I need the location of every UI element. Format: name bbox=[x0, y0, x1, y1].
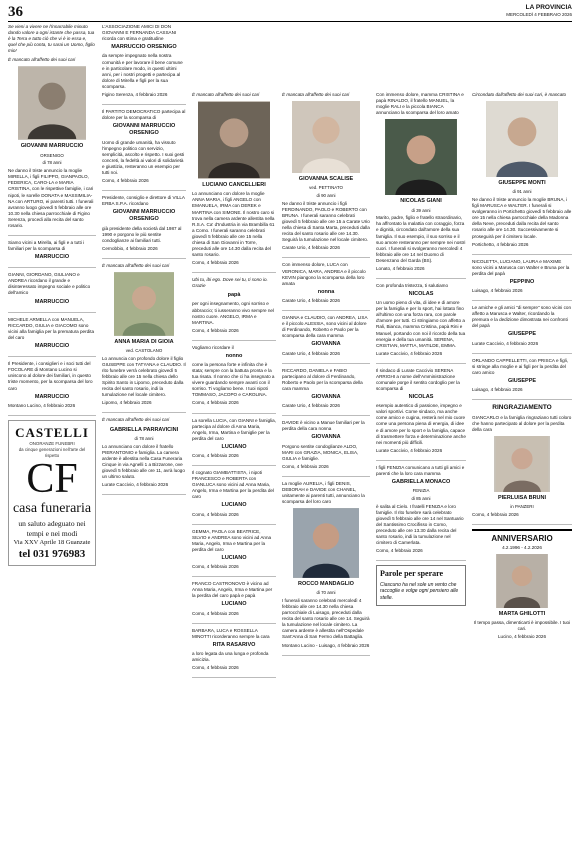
notice-text: Con immenso dolore, LUCA con VERONICA, MARA, ANDREA e il piccolo KEVIN piangono la scomparsa della loro amata bbox=[282, 262, 366, 286]
notice-pd bbox=[102, 109, 186, 191]
notice-text: a loro legata da una lunga e profonda amicizia. bbox=[192, 651, 269, 663]
notice-amici bbox=[472, 305, 572, 354]
notice-date: Portichetto, 4 febbraio 2026 bbox=[472, 241, 529, 247]
deceased-name: PIERLUISA BRUNI bbox=[497, 494, 547, 501]
notice-date: Como, 4 febbraio 2026 bbox=[192, 400, 239, 406]
notice-date: Figino Serenza, 4 febbraio 2026 bbox=[102, 91, 168, 97]
notice-text: Il cognato GIAMBATTISTA, i nipoti FRANCESCO e ROBERTA con GIANLUCA sono vicini ad Anna Maria, Angelo, Irma e Martina per la perdita del caro bbox=[192, 470, 274, 500]
notice-cognato bbox=[192, 470, 276, 525]
notice-date: Carate Urio, 4 febbraio 2026 bbox=[282, 350, 340, 356]
notice-text: La sorella LUCIA, con GIANNI e famiglia, partecipa al dolore di Anna Maria, Angelo, Irma, Martina e famiglie per la perdita del caro bbox=[192, 417, 276, 441]
notice-text: già presidente della società dal 1987 al 1990 e porgono le più sentite condoglianze ai familiari tutti. bbox=[102, 225, 182, 243]
notice-assoc bbox=[102, 24, 186, 105]
notice-name: papà bbox=[227, 292, 241, 299]
notice-date: Carate Urio, 4 febbraio 2026 bbox=[282, 297, 340, 303]
notice-riccardo bbox=[282, 368, 370, 417]
notice-davide bbox=[282, 420, 370, 477]
notice-body: Marito, padre, figlio e fratello straordinario, ha affrontato la malattia con coraggio, forza e dignità, circondato dall'amore della sua famiglia. Il suo esempio, il suo sorriso e il suo amore resteranno per sempre nei nostri cuori. I funerali si svolgeranno mercoledì 4 febbraio alle ore 14 nel Duomo di Desenzano del Garda (BS). bbox=[376, 215, 466, 263]
notice-text: Con profonda tristezza, ti salutiamo bbox=[376, 282, 449, 288]
notice-villa-erba bbox=[102, 195, 186, 259]
portrait-placeholder-icon bbox=[292, 101, 360, 173]
portrait-placeholder-icon bbox=[18, 66, 86, 140]
portrait-placeholder-icon bbox=[198, 101, 270, 179]
notice-date: Carate Urio, 4 febbraio 2026 bbox=[282, 245, 340, 251]
condolence-name: MARRUCCIO bbox=[34, 343, 70, 349]
notice-gianna bbox=[282, 315, 370, 364]
deceased-age: di 78 anni bbox=[42, 160, 62, 166]
notice-name: PEPPINO bbox=[509, 278, 535, 285]
notice-date: Luisago, 4 febbraio 2026 bbox=[472, 387, 523, 393]
notice-text: Porgono sentite condoglianze ALDO, MARI con GRAZIA, MONICA, ELISA, GIULIA e famiglie. bbox=[282, 443, 359, 461]
castelli-tagline: da cinque generazioni nell'arte del rispetto bbox=[18, 446, 86, 458]
notice-date: Carate Urio, 4 febbraio 2026 bbox=[282, 403, 340, 409]
notice-mandaglio bbox=[282, 481, 370, 656]
notice-date: Como, 4 febbraio 2026 bbox=[192, 564, 239, 570]
notice-body: Lo annunciano con dolore il fratello PIERANTONIO e famiglia. La camera ardente è allestita nella Casa Funeraria Cinque in via Agnelli 1 a Bizzarone, ove giovedì 5 febbraio alle ore 11, avrà luogo un ultimo saluto. bbox=[102, 443, 185, 479]
notice-name: GIOVANNI MARRUCCIO ORSENIGO bbox=[112, 209, 176, 223]
deceased-surname: in PANZERI bbox=[510, 504, 534, 510]
notice-text: per ogni insegnamento, ogni sorriso e abbraccio; ti iusseranno vivo sempre nel nostro cuore. ANGELO, IRMA e MARTINA. bbox=[192, 301, 274, 325]
notice-date: Cernobbio, 4 febbraio 2026 bbox=[102, 245, 158, 251]
condolence-name: MARRUCCIO bbox=[34, 393, 70, 400]
notice-date: Lurate Caccivio, 4 febbraio 2026 bbox=[472, 340, 539, 346]
intro-line: I figli FENIZIA comunicano a tutti gli amici e parenti che la loro cara mamma bbox=[376, 464, 465, 476]
anniversary-title: ANNIVERSARIO bbox=[491, 534, 553, 544]
intro-quote: Se vieni a vivere ne l'innarrabile minuto dando valore a ogni istante che passa, tua è la Terra e tutto ciò che vi è in essa e, quel che più conta, tu sarai un Uomo, figlio mio! bbox=[8, 24, 95, 54]
castelli-ad bbox=[8, 420, 96, 566]
deceased-name: GABRIELLA MONACO bbox=[391, 478, 451, 485]
intro-line: Con immenso dolore, mamma CRISTINA e papà RINALDO, il fratello MANUEL, la moglie RALI e la piccola BIANCA annunciano la scomparsa del loro amato bbox=[376, 92, 464, 116]
castelli-logo: CF bbox=[26, 456, 78, 503]
deceased-name: MARTA GHILOTTI bbox=[498, 610, 546, 617]
notice-text: Il tempo passa, dimenticarti è impossibile. I tuoi cari. bbox=[473, 619, 571, 631]
notice-text: come la persona forte e infinita che è stata; sempre con la battuta pronta e la tua risata. Il nonno che ci ha insegnato a vivere guardando sempre avanti con il sorriso. Ti vogliamo bene. I tuoi nipoti TOMMASO, JACOPO e CAROLINA. bbox=[192, 362, 275, 398]
notice-cancellieri bbox=[192, 92, 276, 273]
notice-parravicini bbox=[102, 417, 186, 495]
column-2 bbox=[102, 24, 186, 843]
condolence-2 bbox=[8, 272, 96, 313]
notice-date: Lonato, 4 febbraio 2026 bbox=[376, 265, 425, 271]
portrait-placeholder-icon bbox=[486, 101, 558, 177]
intro-line: È mancato all'affetto dei suoi cari bbox=[192, 92, 260, 97]
notice-text: Il sindaco di Lurate Caccivio SERENA ARRIGHI a nome dell'Amministrazione comunale porge il sentito cordoglio per la scomparsa di bbox=[376, 367, 460, 391]
notice-name: MARRUCCIO ORSENIGO bbox=[111, 44, 177, 51]
notice-body: è salita al Cielo. I fratelli FENIZIA e loro famiglie. Il rito funebre sarà celebrato giovedì 5 febbraio alle ore 14 nel Santuario del Santissimo Crocifisso in Como, preceduto alle ore 13.30 dalla recita del santo rosario, indi la tumulazione nel cimitero di Camerlata. bbox=[376, 503, 464, 546]
notice-text: GIANCARLO e la famiglia ringraziano tutti coloro che hanno partecipato al dolore per la perdita della cara bbox=[472, 414, 572, 432]
anniversary-dates: 4.2.1996 - 4.2.2026 bbox=[502, 544, 542, 550]
notice-papa bbox=[192, 277, 276, 341]
column-6 bbox=[472, 92, 572, 843]
portrait-photo bbox=[494, 436, 550, 492]
intro-line: La moglie AURELIA, i figli DENIS, DEBORAH e DAVIDE con CHANEL, unitamente ai parenti tutti, annunciano la scomparsa del loro caro bbox=[282, 480, 365, 504]
notice-sister bbox=[192, 418, 276, 467]
publication-title bbox=[506, 5, 572, 17]
notice-date: Montano Lucino - Luisago, 4 febbraio 2026 bbox=[282, 642, 370, 648]
portrait-photo bbox=[486, 101, 558, 177]
deceased-age: di 85 anni bbox=[411, 495, 431, 501]
portrait-photo bbox=[293, 508, 359, 578]
condolence-3 bbox=[8, 317, 96, 358]
notice-bruni bbox=[472, 404, 572, 525]
deceased-age: di 70 anni bbox=[316, 590, 336, 596]
deceased-name: GIUSEPPE MONTI bbox=[498, 180, 546, 187]
notice-body: Lo annuncia con profondo dolore il figlio GIUSEPPE con TATYANA e CLAUDIO. Il rito funebre verrà celebrato giovedì 5 febbraio alle ore 15 nella chiesa dello Spirito Santo in Lipomo, preceduto dalla recita del santo rosario, indi la tumulazione nel locale cimitero. bbox=[102, 355, 186, 398]
notice-name: nonna bbox=[317, 288, 335, 295]
deceased-surname: ved. PETTINATO bbox=[309, 185, 343, 191]
notice-date: Lurate Caccivio, 4 febbraio 2026 bbox=[102, 481, 169, 487]
notice-name: LUCIANO bbox=[221, 601, 247, 608]
notice-name: NICOLAS bbox=[408, 394, 434, 400]
notice-text: Vogliamo ricordare il bbox=[192, 344, 234, 350]
portrait-placeholder-icon bbox=[293, 508, 359, 578]
notice-rasarivo bbox=[192, 628, 276, 679]
deceased-name: ROCCO MANDAGLIO bbox=[298, 581, 354, 587]
notice-name: LUCIANO bbox=[221, 443, 247, 450]
notice-text: RICCARDO, DANIELA e FABIO partecipano al dolore di Ferdinando, Roberto e Paolo per la scomparsa della cara mamma bbox=[282, 367, 363, 391]
notice-name: GIOVANNI MARRUCCIO ORSENIGO bbox=[112, 123, 176, 137]
intro-line: È mancata all'affetto dei suoi cari bbox=[102, 262, 170, 268]
portrait-photo bbox=[198, 101, 270, 179]
publication-date: MERCOLEDÌ 4 FEBBRAIO 2026 bbox=[506, 11, 572, 17]
notice-date: Como, 4 febbraio 2026 bbox=[472, 512, 519, 518]
notice-date: Como, 4 febbraio 2026 bbox=[192, 453, 239, 458]
notice-monaco bbox=[376, 465, 466, 562]
deceased-name: GIOVANNI MARRUCCIO bbox=[20, 143, 84, 150]
portrait-photo bbox=[114, 272, 174, 336]
notice-date: Como, 4 febbraio 2026 bbox=[192, 610, 239, 616]
portrait-placeholder-icon bbox=[496, 554, 548, 608]
deceased-age: di 91 anni bbox=[512, 189, 532, 195]
notice-body: Ne danno il triste annuncio la moglie MIRELLA, i figli FILIPPO, GIANPAOLO, FEDERICA, CARO-LA e MARIA CRISTINA, con le rispettive famiglie, i cari nipoti, le sorelle DONATA e MASSIMILIA-NA con ARTURO, ei parenti tutti. I funerali avranno luogo giovedì 5 febbraio alle ore 10.30 nella chiesa parrocchiale di Figino Serenza, procedi alla recita del santo rosario. bbox=[8, 168, 94, 228]
castelli-subtitle: ONORANZE FUNEBRI bbox=[29, 441, 75, 447]
deceased-surname: ved. CASTOLANO bbox=[125, 348, 163, 354]
notice-text: Un uomo pieno di vita, di idee e di amore per la famiglia e per lo sport, hai lottato fino all'ultimo con una forza rara, con parole d'amore per tutti. Ci stringiamo con affetto a Rali, Bianca, mamma Cristina, papà Rini e Manuel, portando con noi il ricordo della tua energia e della tua umanità. SERENA, CRISTIAN, MATTIA, MATILDE, EMMA. bbox=[376, 300, 466, 348]
castelli-motto: un saluto adeguato nei tempi e nei modi bbox=[18, 518, 86, 538]
condolence-text: MICHELE ARMELLA con MANUELA, RICCARDO, GIULIA e GIACOMO sono vicini alla famiglia per la prematura perdita del caro bbox=[8, 316, 95, 340]
notice-text: NICOLETTA, LUCIANO, LAURA e MAXIME sono vicini a Marusca con Walter e Bruna per la perdita del papà bbox=[472, 258, 570, 276]
notice-nonno bbox=[192, 345, 276, 414]
notice-text: DAVIDE è vicino a Manue familiari per la perdita della cara nonna bbox=[282, 420, 365, 432]
notice-body: Lo annunciano con dolore la moglie ANNA MARIA, i figli ANGELO con EMANUELA, IRMA con DEREK e MARTINA con SIMONE. Il nostro caro si trova nella camera ardente allestita nella R.S.A. Ca' d'Industria in via Brambilla 61 a Como. I funerali saranno celebrati giovedì 5 febbraio alle ore 15 nella chiesa di San Giovanni in Torre, preceduti alle ore 14.30 dalla recita del santo rosario. bbox=[192, 191, 275, 257]
castelli-title: CASTELLI bbox=[15, 424, 89, 440]
portrait-placeholder-icon bbox=[114, 272, 174, 336]
column-4 bbox=[282, 92, 370, 843]
deceased-name: NICOLAS GIANI bbox=[400, 198, 442, 205]
notice-peppino bbox=[472, 259, 572, 302]
notice-name: GIOVANNA bbox=[311, 341, 341, 348]
page-number: 36 bbox=[8, 4, 23, 20]
condolence-text: Siamo vicini a Mirella, ai figli e a tutti i familiari per la scomparsa di bbox=[8, 239, 85, 251]
notice-name: NICOLAS bbox=[408, 290, 434, 297]
notice-name: nonno bbox=[225, 352, 243, 359]
notice-name: GIOVANNA bbox=[311, 393, 341, 400]
notice-nicolas-sindaco bbox=[376, 368, 466, 461]
condolence-text: Il Presidente, i consiglieri e i soci tutti del FOCOLARE di Montano Lucino si uniscono al dolore dei familiari, in questo triste momento, per la scomparsa del loro caro bbox=[8, 361, 93, 391]
notice-text: L'ASSOCIAZIONE AMICI DI DON GIOVANNI E FERNANDA CASSANI ricorda con stima e gratitudine bbox=[102, 24, 177, 42]
notice-name: GIUSEPPE bbox=[507, 331, 537, 338]
castelli-caption: casa funeraria bbox=[12, 501, 92, 517]
notice-text: Presidente, consiglio e direttore di VILLA ERBA S.P.A. ricordano bbox=[102, 194, 185, 206]
verse: Ubi tu, ibi ego. Dove sei tu, ti sono io. Grazie bbox=[192, 277, 268, 289]
page-header bbox=[8, 4, 572, 22]
anniversary-box bbox=[472, 529, 572, 640]
notice-gemma bbox=[192, 529, 276, 578]
notice-text: da sempre impegnato nella nostra comunità e per lavorare il bene comune e in particolare modo, in questi ultimi anni, per i nostri progetti e partecipa al dolore di Mirella e figli per la sua scomparsa. bbox=[102, 53, 183, 89]
deceased-name: GIOVANNA SCALISE bbox=[298, 176, 354, 183]
notice-heading: RINGRAZIAMENTO bbox=[492, 404, 552, 412]
notice-scalise bbox=[282, 92, 370, 258]
notice-date: Lucino, 4 febbraio 2026 bbox=[497, 634, 547, 640]
portrait-placeholder-icon bbox=[494, 436, 550, 492]
castelli-phone: tel 031 976983 bbox=[18, 548, 86, 561]
notice-name: RITA RASARIVO bbox=[212, 641, 256, 648]
notice-di-gioia bbox=[102, 263, 186, 414]
notice-monti bbox=[472, 92, 572, 255]
notice-text: GIANNA e CLAUDIO, con ANDREA, LISA e il piccolo ALESSIA, sono vicini al dolore di Ferdinando, Roberto e Paolo per la scomparsa della cara mamma bbox=[282, 315, 368, 339]
intro-line: Circondato dall'affetto dei suoi cari, è mancato bbox=[472, 92, 567, 97]
intro-line: È mancata all'affetto dei suoi cari bbox=[282, 92, 350, 97]
portrait-photo bbox=[385, 119, 457, 195]
verse-title: Parole per sperare bbox=[380, 569, 444, 579]
notice-name: GIUSEPPE bbox=[507, 377, 537, 384]
notice-body: Ne danno il triste annuncio la moglie BRUNA, i figli MARUSCA e WALTER. I funerali si svolgeranno in Portichetto giovedì 5 febbraio alle ore 15 nella chiesa parrocchiale della Madonna della Neve, preceduti dalla recita del santo rosario alle ore 14.30. Successivamente si proseguirà per il cimitero locale. bbox=[472, 197, 572, 239]
notice-giani bbox=[376, 92, 466, 279]
notice-date: Lurate Caccivio, 4 febbraio 2026 bbox=[376, 447, 443, 453]
notice-text: GEMMA, PAOLA con BEATRICE, SILVIO e ANDREA sono vicini ad Anna Maria, Angelo, Irma e Martina per la perdita del caro bbox=[192, 528, 272, 552]
deceased-age: di 39 anni bbox=[411, 207, 431, 213]
notice-text: esempio autentico di passione, impegno e valori sportivi. Come sindaco, ma anche come amico e cugina, resterà nel mio cuore come una persona piena di energia, di idee e di amore per lo sport e la famiglia, capace di trasmettere forza e determinazione anche nei momenti più difficili. bbox=[376, 403, 466, 445]
notice-date: Como, 4 febbraio 2026 bbox=[376, 548, 423, 554]
verse-text: Ciascuno ha nel sole un vento che raccoglie e volge ogni pensiero alle stelle. bbox=[380, 581, 459, 601]
notice-text: BARBARA, LUCA e ROSSELLA MINOTTI ricorderanno sempre la cara bbox=[192, 627, 270, 639]
portrait-photo bbox=[18, 66, 86, 140]
notice-text: FRANCO CASTRONOVO è vicino ad Anna Maria, Angelo, Irma e Martina per la perdita del caro papà e papà bbox=[192, 581, 273, 599]
notice-body: I funerali saranno celebrati mercoledì 4 febbraio alle ore 14.30 nella chiesa parrocchiale di Luisago, preceduti dalla recita del santo rosario alle ore 14. Seguirà la tumulazione nel locale cimitero. La camera ardente è allestita nell'Ospedale Sant'Anna di San Fermo della Battaglia. bbox=[282, 598, 370, 640]
notice-date: Como, 4 febbraio 2026 bbox=[192, 327, 239, 333]
notice-date: Luisago, 4 febbraio 2026 bbox=[472, 288, 523, 294]
notice-nonna bbox=[282, 262, 370, 311]
notice-name: GIOVANNA bbox=[311, 434, 341, 441]
deceased-age: di 78 anni bbox=[134, 435, 154, 441]
notice-text: Uomo di grande umanità, ha vissuto l'impegno politico con servizio, semplicità, ascolto e rispetto. I suoi gesti concreti, la fedeltà ai valori di solidarietà e giustizia, resteranno un esempio per tutti noi. bbox=[102, 139, 185, 175]
notice-date: Como, 4 febbraio 2026 bbox=[192, 511, 239, 517]
portrait-placeholder-icon bbox=[385, 119, 457, 195]
intro-line: È mancato all'affetto dei suoi cari bbox=[8, 57, 76, 63]
deceased-surname: ORSENIGO bbox=[40, 152, 64, 158]
deceased-name: ANNA MARIA DI GIOIA bbox=[114, 338, 174, 345]
notice-name: LUCIANO bbox=[221, 502, 247, 509]
notice-body: Ne danno il triste annuncio i figli FERDINANDO, PAOLO e ROBERTO con BRUNA. I funerali saranno celebrati giovedì 5 febbraio alle ore 15 a Carate Urio nella chiesa di Santa Marta, preceduti dalla recita del santo rosario alle ore 14.30. Seguirà la tumulazione nel locale cimitero. bbox=[282, 200, 370, 243]
notice-date: Como, 4 febbraio 2026 bbox=[192, 665, 239, 671]
publication-name: LA PROVINCIA bbox=[525, 4, 572, 11]
deceased-name: GABRIELLA PARRAVICINI bbox=[109, 426, 179, 433]
column-5 bbox=[376, 92, 466, 843]
notice-date: Lurate Caccivio, 4 febbraio 2026 bbox=[376, 350, 443, 356]
notice-text: Le amiche e gli amici "di sempre" sono vicini con affetto a Marusca e Walter, ricordando la premura e la dedizione dimostrata nei confronti del papà bbox=[472, 305, 572, 329]
notice-cappelletti bbox=[472, 358, 572, 401]
column-3 bbox=[192, 92, 276, 843]
notice-date: Como, 4 febbraio 2026 bbox=[102, 177, 149, 183]
condolence-text: GIANNI, GIORDANO, GIULIANO e ANDREA ricordano il grande e disinteressato impegno sociale e politico dell'amico bbox=[8, 272, 91, 296]
notice-name: LUCIANO bbox=[221, 554, 247, 561]
condolence-4 bbox=[8, 361, 96, 416]
notice-text: ORLANDO CAPPELLETTI, con PRISCA e figli, si stringe alla moglie e ai figli per la perdita del caro amico bbox=[472, 357, 568, 375]
verse-box bbox=[376, 565, 466, 605]
notice-nicolas-friends bbox=[376, 283, 466, 364]
intro-line: È mancata all'affetto dei suoi cari bbox=[102, 417, 170, 423]
deceased-surname: FENIZIA bbox=[412, 488, 430, 494]
column-1 bbox=[8, 24, 96, 843]
notice-castronovo bbox=[192, 581, 276, 624]
portrait-photo bbox=[496, 554, 548, 608]
notice-date: Como, 4 febbraio 2026 bbox=[192, 260, 239, 265]
portrait-photo bbox=[292, 101, 360, 173]
notice-date: Lipomo, 4 febbraio 2026 bbox=[102, 400, 152, 406]
condolence-1 bbox=[8, 240, 96, 268]
notice-date: Como, 4 febbraio 2026 bbox=[282, 463, 329, 469]
condolence-date: Montano Lucino, 4 febbraio 2026 bbox=[8, 402, 76, 408]
condolence-name: MARRUCCIO bbox=[34, 254, 70, 260]
condolence-name: MARRUCCIO bbox=[34, 298, 70, 305]
notice-text: Il PARTITO DEMOCRATICO partecipa al dolore per la scomparsa di bbox=[102, 108, 186, 120]
notice-marruccio bbox=[8, 24, 96, 236]
deceased-age: di 90 anni bbox=[316, 193, 336, 199]
castelli-address: Via XXV Aprile 18 Guanzate bbox=[13, 538, 91, 546]
deceased-name: LUCIANO CANCELLIERI bbox=[202, 182, 266, 189]
